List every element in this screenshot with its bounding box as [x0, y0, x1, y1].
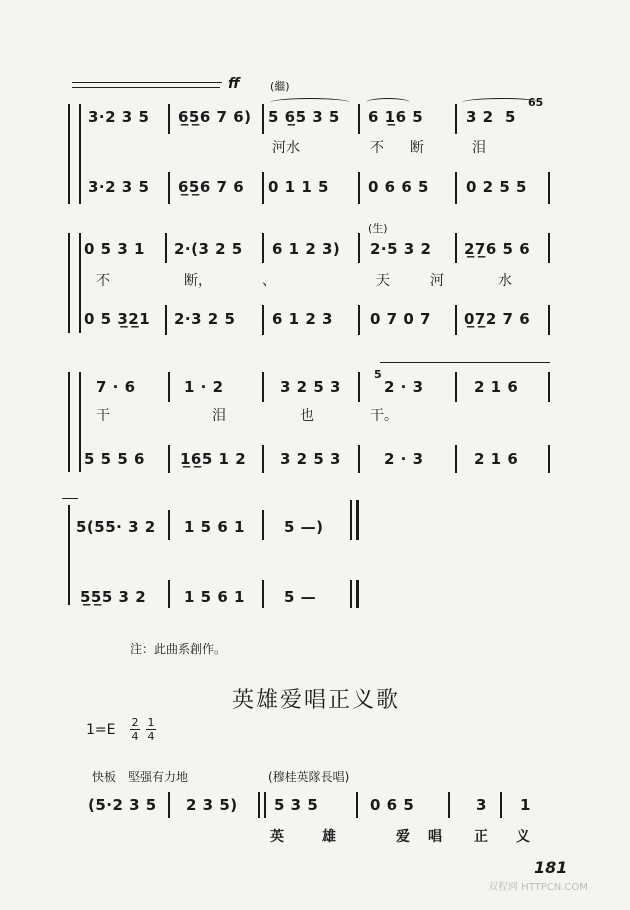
time-signature-1: 2 4 — [131, 716, 139, 743]
measure: 1̲6̲5 1 2 — [180, 450, 247, 468]
measure: 7 · 6 — [96, 378, 136, 396]
dynamics-ff: ff — [228, 76, 240, 92]
barline — [79, 104, 81, 204]
barline — [264, 792, 266, 818]
measure: 2 3 5) — [186, 796, 238, 814]
measure: 3 2 5 — [466, 108, 516, 126]
measure: 6 1 2 3 — [272, 310, 333, 328]
barline — [548, 372, 550, 402]
measure: 0 2 5 5 — [466, 178, 527, 196]
lyric: 也 — [300, 408, 314, 424]
dynamics-jian: (繼) — [270, 80, 290, 93]
measure: 2·(3 2 5 — [174, 240, 243, 258]
dynamics-line — [72, 82, 222, 83]
lyric: 正 — [474, 829, 488, 845]
barline — [455, 172, 457, 204]
measure: 1 5 6 1 — [184, 518, 245, 536]
system-brace — [68, 233, 70, 333]
measure: 1 5 6 1 — [184, 588, 245, 606]
lyric: 断， — [184, 273, 212, 289]
barline — [165, 305, 167, 335]
final-barline — [356, 580, 359, 608]
barline — [262, 580, 264, 608]
measure: 2 1 6 — [474, 378, 519, 396]
barline — [358, 233, 360, 263]
measure: 3 — [476, 796, 487, 814]
barline — [500, 792, 502, 818]
lyric: 唱 — [428, 829, 442, 845]
barline — [356, 792, 358, 818]
lyric: 干 — [96, 408, 110, 424]
barline — [548, 305, 550, 335]
dynamics-line — [72, 87, 220, 88]
lyric: 泪 — [472, 140, 486, 156]
barline — [262, 445, 264, 473]
barline — [262, 172, 264, 204]
barline — [358, 372, 360, 402]
measure: 5̲5̲5 3 2 — [80, 588, 147, 606]
measure: 0 5 3̲2̲1 — [84, 310, 151, 328]
final-barline — [356, 500, 359, 540]
measure: 0 7 0 7 — [370, 310, 431, 328]
measure: 5 5 5 6 — [84, 450, 145, 468]
barline — [168, 580, 170, 608]
measure: 0 6 6 5 — [368, 178, 429, 196]
barline — [262, 372, 264, 402]
barline — [350, 580, 352, 608]
barline — [350, 500, 352, 540]
system-brace — [68, 104, 70, 204]
tempo-marking: 快板 堅强有力地 — [92, 770, 189, 784]
lyric: 断 — [410, 140, 424, 156]
system-brace — [68, 505, 70, 605]
barline — [165, 233, 167, 263]
system-brace — [68, 372, 70, 472]
lyric: 泪 — [212, 408, 226, 424]
measure: 2·5 3 2 — [370, 240, 432, 258]
phrase-line — [62, 498, 78, 499]
footnote: 注：此曲系創作。 — [130, 642, 227, 656]
lyric: 义 — [516, 829, 530, 845]
time-signature-2: 1 4 — [147, 716, 155, 743]
measure: 6 1̲6 5 — [368, 108, 424, 126]
measure: 5 —) — [284, 518, 324, 536]
key-signature: 1=E — [86, 722, 116, 738]
page-number: 181 — [534, 858, 568, 877]
measure: 3·2 3 5 — [88, 178, 150, 196]
measure: 2 · 3 — [384, 450, 424, 468]
measure: 1 — [520, 796, 531, 814]
barline — [258, 792, 260, 818]
watermark: 双程网 HTTPCN.COM — [488, 882, 588, 893]
lyric: 河 — [430, 273, 444, 289]
barline — [455, 445, 457, 473]
barline — [168, 372, 170, 402]
measure: 3 2 5 3 — [280, 450, 341, 468]
measure: 6 1 2 3) — [272, 240, 341, 258]
barline — [358, 305, 360, 335]
barline — [455, 233, 457, 263]
slur — [270, 98, 350, 107]
barline — [79, 233, 81, 333]
barline — [358, 104, 360, 134]
measure: 3 2 5 3 — [280, 378, 341, 396]
lyric: 雄 — [322, 829, 336, 845]
measure: 2̲7̲6 5 6 — [464, 240, 531, 258]
lyric: 英 — [270, 829, 284, 845]
measure: 5 3 5 — [274, 796, 319, 814]
measure: (5·2 3 5 — [88, 796, 157, 814]
slur — [366, 98, 410, 107]
grace-note: 65 — [528, 96, 544, 109]
barline — [79, 372, 81, 472]
barline — [358, 172, 360, 204]
measure: 1 · 2 — [184, 378, 224, 396]
barline — [548, 172, 550, 204]
barline — [168, 510, 170, 540]
measure: 5(55· 3 2 — [76, 518, 156, 536]
song-title: 英雄爱唱正义歌 — [232, 688, 401, 713]
measure: 5 6̲5 3 5 — [268, 108, 340, 126]
barline — [455, 305, 457, 335]
barline — [168, 792, 170, 818]
measure: 5 — — [284, 588, 317, 606]
measure: 3·2 3 5 — [88, 108, 150, 126]
barline — [262, 510, 264, 540]
barline — [262, 305, 264, 335]
measure: 6̲5̲6 7 6) — [178, 108, 252, 126]
barline — [262, 104, 264, 134]
measure: 0̲7̲2 7 6 — [464, 310, 531, 328]
barline — [455, 372, 457, 402]
measure: 2·3 2 5 — [174, 310, 236, 328]
barline — [548, 233, 550, 263]
barline — [358, 445, 360, 473]
measure: 0 5 3 1 — [84, 240, 145, 258]
role-mark: (生) — [368, 222, 388, 235]
barline — [262, 233, 264, 263]
measure: 0 1 1 5 — [268, 178, 329, 196]
lyric: 河水 — [272, 140, 300, 156]
barline — [448, 792, 450, 818]
grace-note: 5 — [374, 368, 382, 381]
lyric: 干。 — [370, 408, 398, 424]
measure: 2 · 3 — [384, 378, 424, 396]
phrase-line — [380, 362, 550, 363]
lyric: 天 — [376, 273, 390, 289]
barline — [168, 172, 170, 204]
barline — [168, 104, 170, 134]
lyric: 水 — [498, 273, 512, 289]
singer-note: (穆桂英隊長唱) — [268, 770, 350, 784]
barline — [455, 104, 457, 134]
measure: 6̲5̲6 7 6 — [178, 178, 245, 196]
barline — [168, 445, 170, 473]
lyric: 、 — [262, 273, 276, 289]
lyric: 不 — [96, 273, 110, 289]
measure: 0 6 5 — [370, 796, 415, 814]
lyric: 爱 — [396, 829, 410, 845]
measure: 2 1 6 — [474, 450, 519, 468]
lyric: 不 — [370, 140, 384, 156]
barline — [548, 445, 550, 473]
